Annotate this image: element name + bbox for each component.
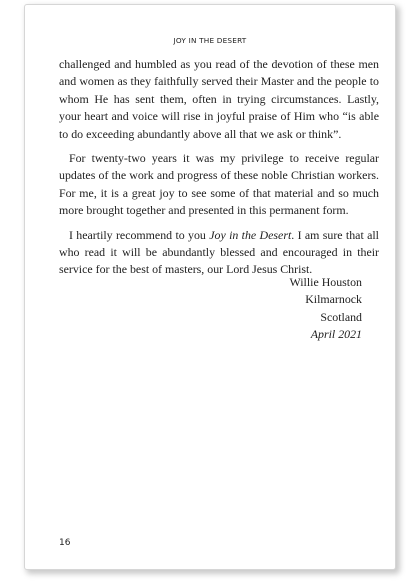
signature-date: April 2021 bbox=[310, 327, 362, 342]
page-number: 16 bbox=[59, 538, 71, 548]
paragraph-3 bbox=[59, 227, 379, 279]
paragraph-3-before-title: I heartily recommend to you bbox=[69, 227, 210, 242]
book-page bbox=[24, 4, 396, 570]
paragraph-2: For twenty-two years it was my privilege to receive regular updates of the work and progress of these noble Christian workers. For me, it is a great joy to see some of that material and so much more brought together and presented in this permanent form. bbox=[59, 151, 379, 218]
signature-name: Willie Houston bbox=[289, 275, 362, 289]
signature-block bbox=[289, 274, 362, 344]
signature-town: Kilmarnock bbox=[305, 292, 362, 307]
paragraph-1: challenged and humbled as you read of the devotion of these men and women as they faithfully served their Master and the people to whom He has sent them, often in trying circumstances. Lastly, your heart and voice will rise in joyful praise of Him who “is able to do exceeding abundantly above all that we ask or think”. bbox=[59, 57, 379, 141]
body-text bbox=[59, 56, 379, 286]
signature-country: Scotland bbox=[320, 309, 362, 324]
paragraph-3-after-title: . I am sure that all who read it will be abundantly blessed and encouraged in their service for the best of masters, our Lord Jesus Christ. bbox=[59, 227, 379, 277]
book-title: Joy in the Desert bbox=[209, 227, 292, 242]
running-head: JOY IN THE DESERT bbox=[173, 36, 247, 45]
